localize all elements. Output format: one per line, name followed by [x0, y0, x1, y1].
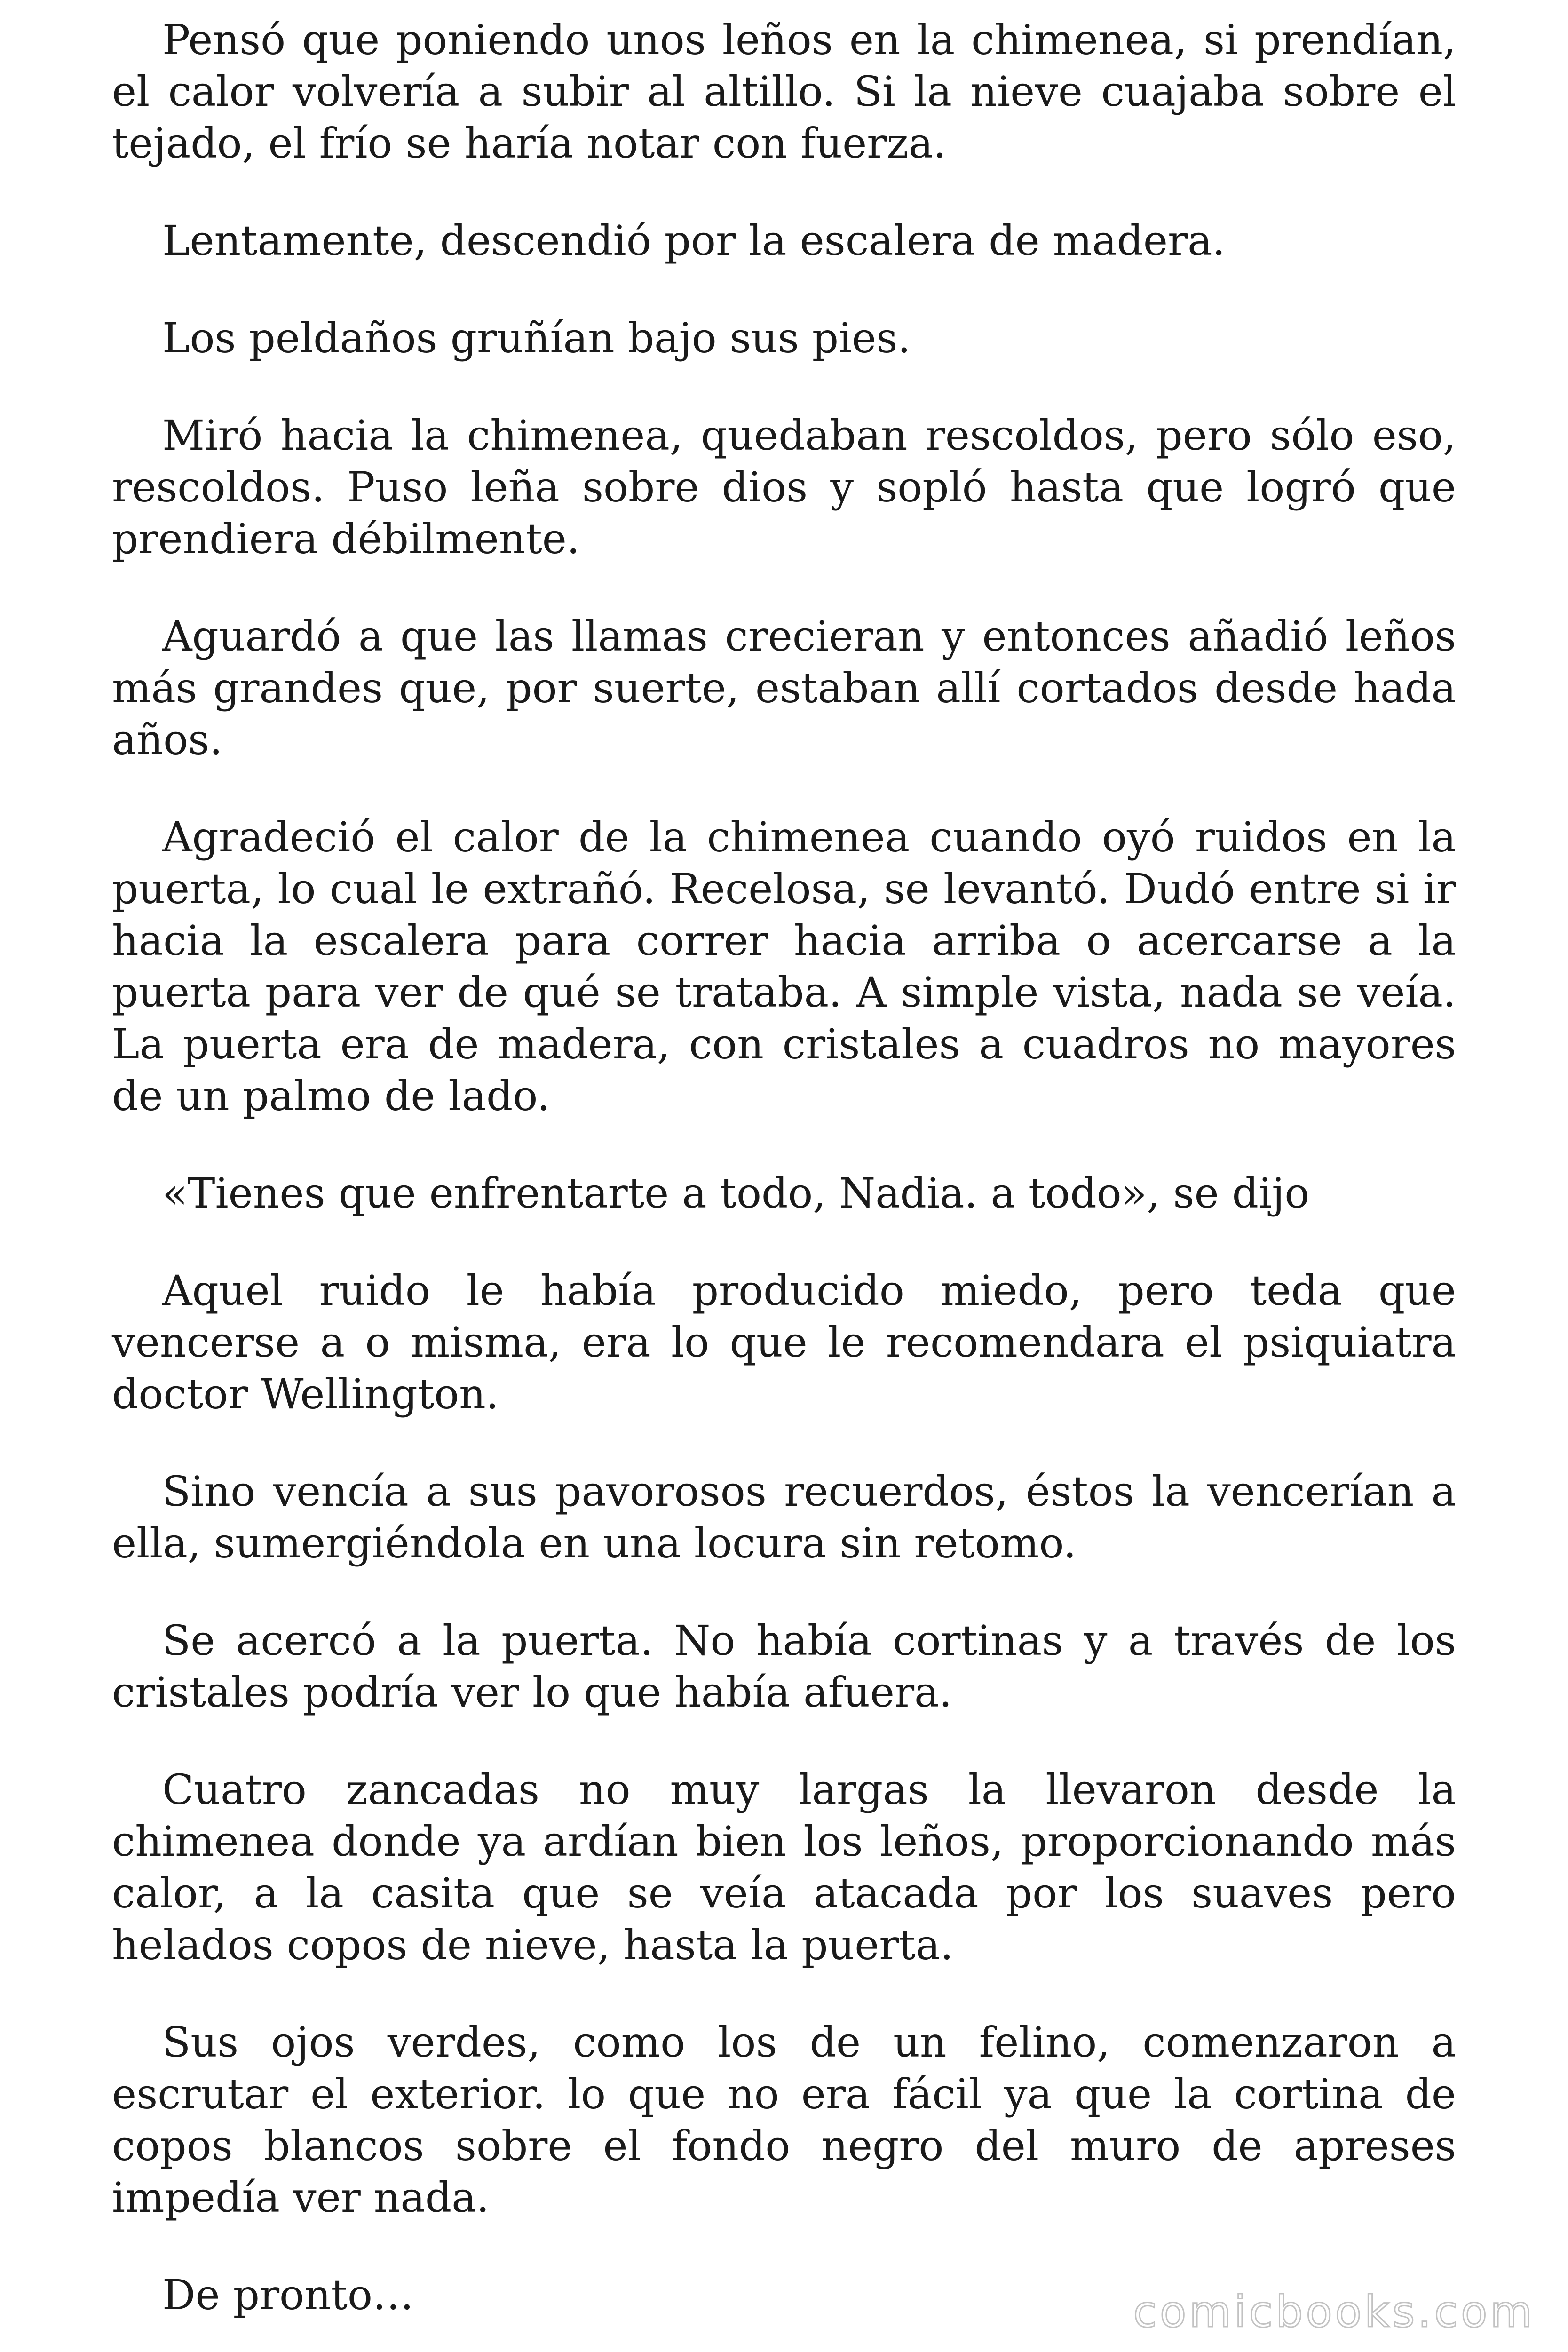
paragraph-9: Sino vencía a sus pavorosos recuerdos, éstos la vencerían a ella, sumergiéndola en una locura sin retomo. [112, 1467, 1456, 1567]
paragraph-11: Cuatro zancadas no muy largas la llevaron desde la chimenea donde ya ardían bien los leños, proporcionando más calor, a la casita que se veía atacada por los suaves pero helados copos de nieve, hasta la puerta. [112, 1765, 1456, 1969]
paragraph-6: Agradeció el calor de la chimenea cuando oyó ruidos en la puerta, lo cual le extrañó. Recelosa, se levantó. Dudó entre si ir hacia la escalera para correr hacia arriba o acercarse a la puerta para ver de qué se trataba. A simple vista, nada se veía. La puerta era de madera, con cristales a cuadros no mayores de un palmo de lado. [112, 813, 1456, 1120]
paragraph-4: Miró hacia la chimenea, quedaban rescoldos, pero sólo eso, rescoldos. Puso leña sobre dios y sopló hasta que logró que prendiera débilmente. [112, 411, 1456, 563]
paragraph-8: Aquel ruido le había producido miedo, pero teda que vencerse a o misma, era lo que le recomendara el psiquiatra doctor Wellington. [112, 1266, 1456, 1418]
text-body [112, 14, 1456, 2352]
paragraph-3: Los peldaños gruñían bajo sus pies. [162, 314, 911, 362]
paragraph-1: Pensó que poniendo unos leños en la chimenea, si prendían, el calor volvería a subir al altillo. Si la nieve cuajaba sobre el tejado, el frío se haría notar con fuerza. [112, 16, 1456, 167]
paragraph-2: Lentamente, descendió por la escalera de madera. [162, 216, 1226, 265]
watermark: comicbooks.com [1133, 2287, 1535, 2337]
paragraph-10: Se acercó a la puerta. No había cortinas y a través de los cristales podría ver lo que había afuera. [112, 1616, 1456, 1716]
paragraph-5: Aguardó a que las llamas crecieran y entonces añadió leños más grandes que, por suerte, estaban allí cortados desde hada años. [112, 612, 1456, 764]
paragraph-12: Sus ojos verdes, como los de un felino, comenzaron a escrutar el exterior. lo que no era fácil ya que la cortina de copos blancos sobre el fondo negro del muro de apreses impedía ver nada. [112, 2018, 1456, 2222]
paragraph-7: «Tienes que enfrentarte a todo, Nadia. a todo», se dijo [162, 1169, 1310, 1217]
paragraph-13: De pronto… [162, 2271, 414, 2319]
